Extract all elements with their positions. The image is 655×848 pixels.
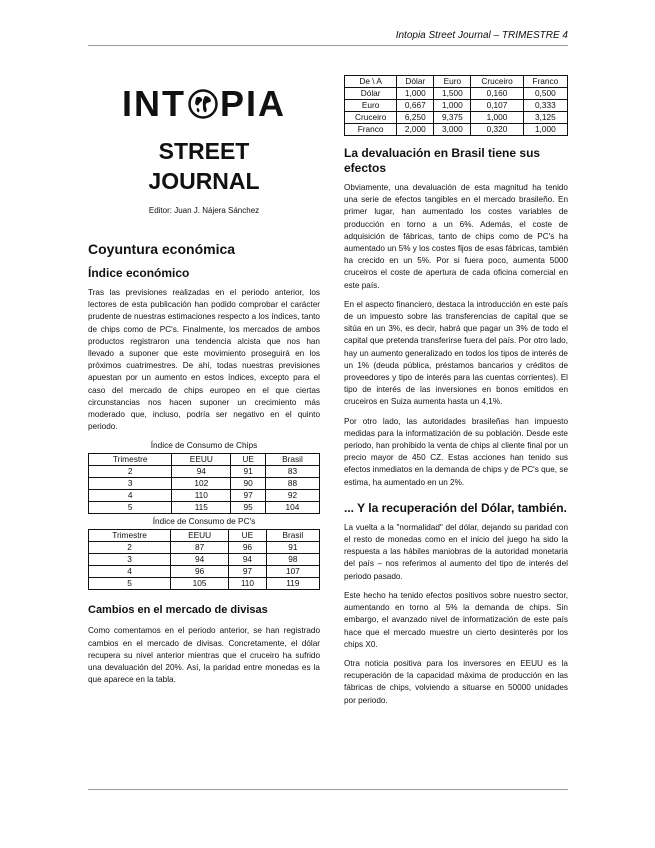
paragraph-devaluacion-2: En el aspecto financiero, destaca la introducción en este país de un impuesto sobre las transferencias de capital que se sitúa en un 3%, es decir, habrá que pagar un 3% de todo el capital que pretenda transferirse fuera del país. Por otro lado, hay un aumento generalizado en todos los tipos de interés de un 1% (deuda pública, préstamos bancarios y créditos de proveedores y tipo de interés para las cuentas corrientes). El tipo de interés de las inversiones en bonos emitidos en cruceiros en Suiza aumenta hasta un 4,1%.	[344, 299, 568, 407]
table-row	[345, 112, 568, 124]
header-cell: UE	[231, 454, 266, 466]
table-cell: 4	[89, 490, 172, 502]
paragraph-devaluacion-3: Por otro lado, las autoridades brasileñas han impuesto medidas para la informatización de su población. Desde este periodo, han prohibido la venta de chips al cliente final por un precio mayor de 450 CZ. Estas acciones han tenido sus efectos inmediatos en la demanda de chips y de PC's que, se estima, ha aumentado en un 2%.	[344, 416, 568, 487]
table-cell: 110	[229, 578, 267, 590]
table-cell: 2	[89, 542, 171, 554]
table-cell: 1,000	[471, 112, 523, 124]
editor-line: Editor: Juan J. Nájera Sánchez	[148, 206, 260, 215]
table-cell: 3,125	[523, 112, 567, 124]
table-cell: 5	[89, 578, 171, 590]
table-cell: 0,500	[523, 88, 567, 100]
table-cell: 0,333	[523, 100, 567, 112]
header-cell: Dólar	[397, 76, 434, 88]
logo-text-left: INT	[121, 83, 186, 124]
header-cell: De \ A	[345, 76, 397, 88]
subsection-title-indice: Índice económico	[88, 266, 190, 280]
header-cell: Brasil	[265, 454, 319, 466]
table-cell: 0,160	[471, 88, 523, 100]
table-cell: 102	[172, 478, 231, 490]
section-title-divisas: Cambios en el mercado de divisas	[88, 604, 268, 617]
table-cell: 1,500	[434, 88, 471, 100]
table-row	[89, 478, 320, 490]
table-currency-parity	[344, 75, 568, 136]
table-cell: Cruceiro	[345, 112, 397, 124]
masthead-line-street: STREET	[158, 138, 250, 164]
table-cell: 1,000	[397, 88, 434, 100]
logo-text-right: PIA	[219, 83, 286, 124]
table-cell: 9,375	[434, 112, 471, 124]
table-caption-chips: Índice de Consumo de Chips	[150, 440, 258, 451]
paragraph-dolar-2: Este hecho ha tenido efectos positivos sobre nuestro sector, aumentando en torno al 5% la demanda de chips. Sin embargo, el avanzado nivel de informatización de este país hace que el mercado muestre un cierto desinterés por los chips X0.	[344, 590, 568, 649]
table-cell: 110	[172, 490, 231, 502]
masthead-line-journal: JOURNAL	[148, 168, 260, 194]
table-cell: 97	[229, 566, 267, 578]
table-row	[89, 490, 320, 502]
table-cell: 2,000	[397, 124, 434, 136]
table-cell: 0,320	[471, 124, 523, 136]
left-column	[88, 62, 320, 693]
table-row	[345, 124, 568, 136]
table-cell: 94	[171, 554, 229, 566]
paragraph-divisas: Como comentamos en el periodo anterior, se han registrado cambios en el mercado de divisas. Concretamente, el dólar recupera su nivel anterior mientras que el cruceiro ha sufrido una devaluación del 20%. Así, la paridad entre monedas es la que aparece en la tabla.	[88, 626, 320, 685]
table-row	[89, 554, 320, 566]
header-cell: UE	[229, 530, 267, 542]
header-cell: Brasil	[266, 530, 319, 542]
table-cell: 6,250	[397, 112, 434, 124]
table-cell: 105	[171, 578, 229, 590]
right-column	[344, 75, 568, 714]
table-row	[89, 502, 320, 514]
table-cell: 97	[231, 490, 266, 502]
table-cell: Euro	[345, 100, 397, 112]
table-chips	[88, 453, 320, 514]
table-cell: Dólar	[345, 88, 397, 100]
table-cell: 92	[265, 490, 319, 502]
table-cell: 88	[265, 478, 319, 490]
table-caption-pcs: Índice de Consumo de PC's	[152, 516, 256, 527]
table-cell: 1,000	[434, 100, 471, 112]
table-cell: 104	[265, 502, 319, 514]
table-header-row	[89, 454, 320, 466]
table-header-row	[89, 530, 320, 542]
intopia-logo	[88, 82, 320, 126]
table-cell: 94	[172, 466, 231, 478]
table-cell: 107	[266, 566, 319, 578]
article-title-dolar: ... Y la recuperación del Dólar, también.	[344, 500, 567, 515]
table-cell: 83	[265, 466, 319, 478]
table-cell: 3	[89, 554, 171, 566]
table-cell: 3,000	[434, 124, 471, 136]
header-cell: EEUU	[172, 454, 231, 466]
table-cell: 119	[266, 578, 319, 590]
paragraph-dolar-3: Otra noticia positiva para los inversores en EEUU es la recuperación de la capacidad máxima de producción en las fábricas de chips, volviendo a situarse en 50000 unidades por periodo.	[344, 658, 568, 705]
table-cell: 0,107	[471, 100, 523, 112]
footer-rule	[88, 789, 568, 790]
header-cell: Franco	[523, 76, 567, 88]
table-cell: 4	[89, 566, 171, 578]
table-cell: 5	[89, 502, 172, 514]
table-row	[89, 542, 320, 554]
paragraph-devaluacion-1: Obviamente, una devaluación de esta magnitud ha tenido una serie de efectos tangibles en el mercado brasileño. En primer lugar, han aumentado los costes variables de producción en torno a un 6%. Además, el coste de adquisición de fábricas, tanto de chips como de PC's ha aumentado un 5% y los costes fijos de esas fábricas, también ha crecido en un 5%. Por si fuera poco, aumenta 5000 cruceiros el coste de apertura de cada oficina comercial en este país.	[344, 183, 568, 290]
table-cell: 94	[229, 554, 267, 566]
table-header-row	[345, 76, 568, 88]
masthead-title	[88, 136, 320, 196]
table-pcs	[88, 529, 320, 590]
table-cell: 90	[231, 478, 266, 490]
table-cell: 2	[89, 466, 172, 478]
table-cell: 98	[266, 554, 319, 566]
header-cell: Euro	[434, 76, 471, 88]
running-header: Intopia Street Journal – TRIMESTRE 4	[395, 30, 568, 41]
table-cell: 3	[89, 478, 172, 490]
table-row	[89, 466, 320, 478]
table-row	[89, 578, 320, 590]
paragraph-indice: Tras las previsiones realizadas en el periodo anterior, los lectores de esta publicación han podido comprobar el carácter prudente de nuestras estimaciones respecto a los índices, tanto de chips como de PC's. Finalmente, los mercados de ambos productos registraron una tendencia alcista que nos han llevado a suponer que este movimiento proseguirá en los próximos cuatrimestres. De ahí, todas nuestras previsiones apuestan por un aumento en estos índices, excepto para el caso del mercado de chips europeo en el que ciertas circunstancias nos hacen suponer un crecimiento más moderado que, incluso, podría ser negativo en el quinto periodo.	[88, 288, 320, 432]
header-rule	[88, 45, 568, 46]
table-cell: 115	[172, 502, 231, 514]
table-row	[345, 100, 568, 112]
table-cell: Franco	[345, 124, 397, 136]
table-row	[345, 88, 568, 100]
section-title-coyuntura: Coyuntura económica	[88, 241, 236, 257]
header-cell: EEUU	[171, 530, 229, 542]
table-cell: 96	[171, 566, 229, 578]
header-cell: Cruceiro	[471, 76, 523, 88]
article-title-devaluacion: La devaluación en Brasil tiene sus efectos	[344, 146, 541, 175]
table-cell: 87	[171, 542, 229, 554]
table-cell: 0,667	[397, 100, 434, 112]
table-row	[89, 566, 320, 578]
header-cell: Trimestre	[89, 454, 172, 466]
table-cell: 96	[229, 542, 267, 554]
table-cell: 91	[266, 542, 319, 554]
table-cell: 1,000	[523, 124, 567, 136]
globe-icon	[188, 89, 218, 119]
paragraph-dolar-1: La vuelta a la "normalidad" del dólar, dejando su paridad con el resto de monedas como en el inicio del juego ha sido la respuesta a las hábiles maniobras de la autoridad monetaria del país – nos referimos al aumento del tipo de interés del periodo pasado.	[344, 522, 568, 581]
header-cell: Trimestre	[89, 530, 171, 542]
table-cell: 95	[231, 502, 266, 514]
table-cell: 91	[231, 466, 266, 478]
